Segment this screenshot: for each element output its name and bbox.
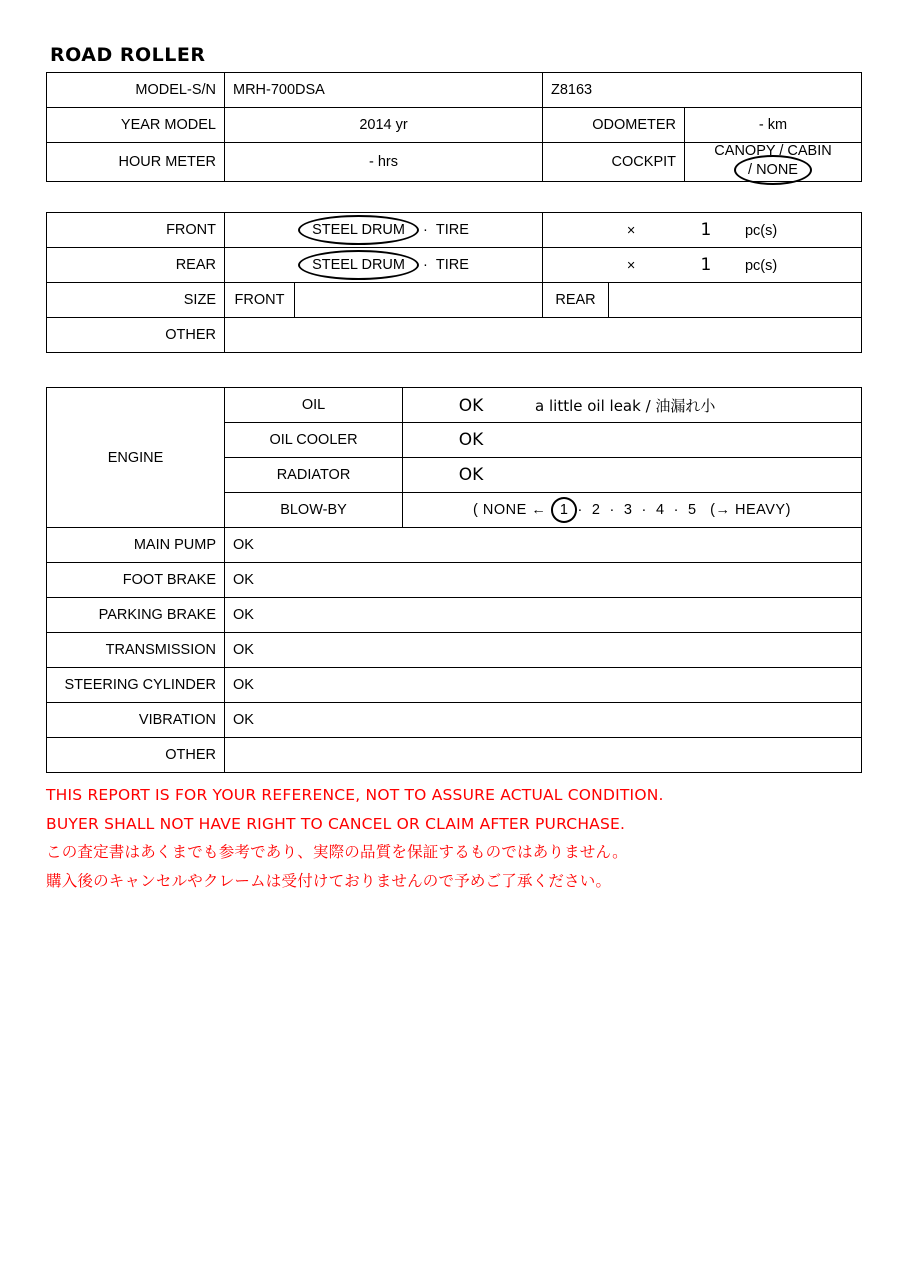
serial-value: Z8163 xyxy=(543,73,862,108)
blowby-suffix: (→ HEAVY) xyxy=(710,502,791,518)
spacer xyxy=(46,353,859,387)
cockpit-separator: / xyxy=(779,143,784,159)
engine-group-label: ENGINE xyxy=(47,388,225,528)
engine-radiator-status: OK xyxy=(458,465,484,485)
engine-oil-status: OK xyxy=(458,395,484,416)
size-front-value xyxy=(295,283,543,318)
engine-item-status-cell xyxy=(403,458,862,493)
front-type-separator: · xyxy=(423,222,428,238)
cockpit-option-cabin[interactable]: CABIN xyxy=(787,143,832,159)
disclaimer-line-2: BUYER SHALL NOT HAVE RIGHT TO CANCEL OR CLAIM AFTER PURCHASE. xyxy=(46,814,626,833)
table-row xyxy=(47,633,862,668)
identity-table xyxy=(46,72,862,182)
model-sn-label: MODEL-S/N xyxy=(47,73,225,108)
inspection-item-label: MAIN PUMP xyxy=(47,528,225,563)
blowby-scale-5[interactable]: 5 xyxy=(687,502,697,518)
table-row xyxy=(47,248,862,283)
rear-qty: 1 xyxy=(700,255,712,275)
rear-unit: pc(s) xyxy=(744,258,778,274)
table-row xyxy=(47,143,862,182)
year-model-label: YEAR MODEL xyxy=(47,108,225,143)
table-row xyxy=(47,388,862,423)
disclaimer-notes xyxy=(46,781,859,896)
blowby-dot-3: · xyxy=(641,502,647,518)
inspection-item-label: PARKING BRAKE xyxy=(47,598,225,633)
blowby-selected-1[interactable] xyxy=(551,499,578,521)
front-unit: pc(s) xyxy=(744,223,778,239)
table-row xyxy=(47,213,862,248)
rear-label: REAR xyxy=(47,248,225,283)
front-type-steel-label: STEEL DRUM xyxy=(312,222,405,238)
cockpit-option-none[interactable]: NONE xyxy=(756,162,798,178)
blowby-dot-4: · xyxy=(673,502,679,518)
front-type-options xyxy=(225,213,543,248)
table-row xyxy=(47,283,862,318)
inspection-item-label: STEERING CYLINDER xyxy=(47,668,225,703)
engine-item-name: RADIATOR xyxy=(225,458,403,493)
wheels-other-label: OTHER xyxy=(47,318,225,353)
cockpit-option-canopy[interactable]: CANOPY xyxy=(714,143,776,159)
size-label: SIZE xyxy=(47,283,225,318)
engine-item-status-cell xyxy=(403,388,862,423)
model-value: MRH-700DSA xyxy=(225,73,543,108)
inspection-item-label: FOOT BRAKE xyxy=(47,563,225,598)
page-title: ROAD ROLLER xyxy=(50,44,206,66)
front-steel-drum-selected[interactable] xyxy=(298,219,419,241)
inspection-table xyxy=(46,387,862,773)
cockpit-label: COCKPIT xyxy=(543,143,685,182)
blowby-dot-1: · xyxy=(577,502,583,518)
rear-steel-drum-selected[interactable] xyxy=(298,254,419,276)
inspection-item-status: OK xyxy=(225,668,862,703)
blowby-scale-3[interactable]: 3 xyxy=(623,502,633,518)
front-label: FRONT xyxy=(47,213,225,248)
inspection-other-value xyxy=(225,738,862,773)
spacer xyxy=(46,182,859,212)
wheels-table xyxy=(46,212,862,353)
inspection-item-status: OK xyxy=(225,633,862,668)
disclaimer-line-1: THIS REPORT IS FOR YOUR REFERENCE, NOT TO ASSURE ACTUAL CONDITION. xyxy=(46,786,664,804)
engine-item-name: OIL xyxy=(225,388,403,423)
rear-type-steel-label: STEEL DRUM xyxy=(312,257,405,273)
engine-item-status-cell xyxy=(403,423,862,458)
inspection-item-status: OK xyxy=(225,598,862,633)
table-row xyxy=(47,668,862,703)
blowby-dot-2: · xyxy=(609,502,615,518)
cockpit-separator-2: / xyxy=(748,162,753,178)
cockpit-options xyxy=(685,143,862,182)
engine-oil-note: a little oil leak / 油漏れ小 xyxy=(535,396,716,415)
inspection-item-status: OK xyxy=(225,703,862,738)
inspection-item-label: TRANSMISSION xyxy=(47,633,225,668)
odometer-label: ODOMETER xyxy=(543,108,685,143)
inspection-item-status: OK xyxy=(225,563,862,598)
table-row xyxy=(47,738,862,773)
disclaimer-line-4: 購入後のキャンセルやクレームは受付けておりませんので予めご了承ください。 xyxy=(46,872,612,891)
front-qty-cell xyxy=(543,213,862,248)
front-type-tire-label[interactable]: TIRE xyxy=(435,222,469,238)
inspection-other-label: OTHER xyxy=(47,738,225,773)
rear-qty-cell xyxy=(543,248,862,283)
table-row xyxy=(47,598,862,633)
blowby-scale xyxy=(403,493,862,528)
front-qty: 1 xyxy=(700,220,712,240)
disclaimer-line-3: この査定書はあくまでも参考であり、実際の品質を保証するものではありません。 xyxy=(46,843,628,862)
blowby-prefix: ( NONE ← xyxy=(473,502,547,518)
rear-multiplier: × xyxy=(626,258,636,274)
size-rear-value xyxy=(609,283,862,318)
year-model-value: 2014 yr xyxy=(225,108,543,143)
odometer-value: - km xyxy=(685,108,862,143)
engine-oil-cooler-status: OK xyxy=(458,430,484,450)
blowby-scale-4[interactable]: 4 xyxy=(655,502,665,518)
rear-type-options xyxy=(225,248,543,283)
rear-type-tire-label[interactable]: TIRE xyxy=(435,257,469,273)
engine-item-name: OIL COOLER xyxy=(225,423,403,458)
table-row xyxy=(47,563,862,598)
table-row xyxy=(47,108,862,143)
size-front-label: FRONT xyxy=(225,283,295,318)
table-row xyxy=(47,703,862,738)
blowby-scale-1: 1 xyxy=(559,502,569,518)
front-multiplier: × xyxy=(626,223,636,239)
hour-meter-value: - hrs xyxy=(225,143,543,182)
size-rear-label: REAR xyxy=(543,283,609,318)
table-row xyxy=(47,318,862,353)
wheels-other-value xyxy=(225,318,862,353)
table-row xyxy=(47,73,862,108)
table-row xyxy=(47,528,862,563)
inspection-item-label: VIBRATION xyxy=(47,703,225,738)
blowby-scale-2[interactable]: 2 xyxy=(591,502,601,518)
hour-meter-label: HOUR METER xyxy=(47,143,225,182)
inspection-item-status: OK xyxy=(225,528,862,563)
blowby-label: BLOW-BY xyxy=(225,493,403,528)
rear-type-separator: · xyxy=(423,257,428,273)
cockpit-selection-ellipse xyxy=(734,159,812,181)
